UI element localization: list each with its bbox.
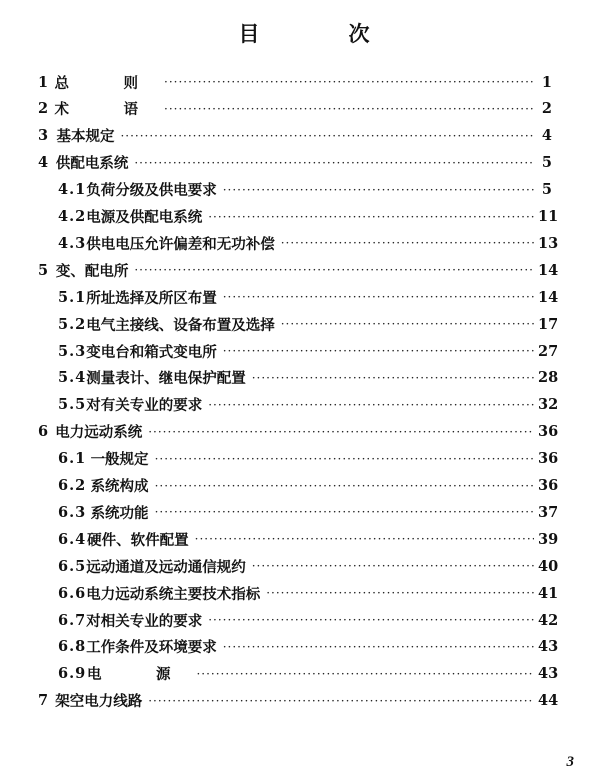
toc-leader-dots: [208, 210, 534, 224]
toc-entry-number: 5.4: [58, 369, 87, 387]
toc-leader-dots: [281, 236, 534, 250]
toc-entry-title: 基本规定: [56, 128, 115, 146]
toc-entry-page: 14: [538, 261, 559, 279]
toc-entry-number: 4.2: [58, 208, 87, 225]
toc-entry[interactable]: [0, 260, 559, 280]
toc-entry[interactable]: [0, 664, 559, 684]
toc-entry[interactable]: [0, 610, 559, 630]
toc-entry-number: 4: [38, 154, 49, 172]
toc-entry-number: 6.7: [58, 611, 87, 629]
toc-leader-dots: [134, 263, 534, 277]
toc-leader-dots: [148, 694, 534, 708]
toc-entry-page: 5: [541, 181, 552, 199]
toc-entry-page: 28: [538, 369, 559, 387]
toc-entry-title: 电源及供配电系统: [86, 209, 203, 226]
toc-entry-title: 总 则: [54, 74, 159, 92]
toc-leader-dots: [223, 290, 534, 304]
toc-entry-number: 2: [38, 100, 49, 118]
toc-entry-number: 6.9: [58, 665, 87, 683]
toc-entry-number: 6.5: [58, 557, 87, 575]
toc-entry-number: 4.1: [58, 181, 87, 199]
toc-entry[interactable]: [0, 476, 559, 496]
toc-entry-number: 6.2: [58, 477, 87, 494]
toc-entry-title: 电力远动系统: [55, 424, 143, 442]
toc-entry-page: 42: [538, 611, 559, 629]
toc-entry[interactable]: [0, 529, 559, 549]
toc-leader-dots: [223, 183, 534, 197]
toc-entry-number: 6.4: [58, 530, 87, 548]
toc-entry-title: 系统构成: [90, 478, 149, 495]
toc-entry[interactable]: [0, 99, 552, 119]
toc-leader-dots: [208, 398, 534, 412]
toc-entry-page: 32: [538, 396, 559, 414]
toc-entry-number: 6.3: [58, 503, 87, 521]
toc-entry-title: 远动通道及远动通信规约: [86, 558, 246, 576]
toc-entry-title: 电 源: [86, 666, 191, 684]
toc-entry[interactable]: [0, 502, 559, 522]
toc-entry-title: 供电电压允许偏差和无功补偿: [86, 235, 275, 253]
toc-entry-title: 电力远动系统主要技术指标: [86, 585, 261, 603]
toc-leader-dots: [164, 75, 534, 89]
toc-entry-page: 36: [538, 477, 559, 494]
toc-entry-number: 3: [38, 127, 49, 145]
toc-entry-page: 37: [538, 503, 559, 521]
toc-leader-dots: [252, 371, 534, 385]
toc-entry[interactable]: [0, 314, 559, 334]
toc-entry-title: 术 语: [54, 101, 159, 119]
toc-entry-title: 供配电系统: [55, 155, 129, 173]
toc-leader-dots: [281, 317, 534, 331]
toc-leader-dots: [120, 129, 534, 143]
toc-leader-dots: [155, 452, 534, 466]
toc-entry-number: 4.3: [58, 234, 87, 252]
toc-leader-dots: [223, 344, 534, 358]
toc-entry-page: 27: [538, 342, 559, 360]
toc-entry-page: 36: [538, 423, 559, 441]
toc-entry-page: 2: [541, 100, 552, 118]
toc-entry-number: 6.6: [58, 584, 87, 602]
toc-entry[interactable]: [0, 341, 559, 361]
toc-entry-title: 变、配电所: [55, 262, 129, 280]
toc-leader-dots: [155, 505, 534, 519]
toc-entry-page: 41: [538, 584, 559, 602]
toc-leader-dots: [134, 156, 534, 170]
toc-entry[interactable]: [0, 422, 559, 442]
toc-entry-page: 44: [538, 692, 559, 710]
toc-entry-number: 6.1: [58, 450, 87, 468]
toc-leader-dots: [148, 425, 534, 439]
toc-entry-page: 40: [538, 557, 559, 575]
toc-leader-dots: [164, 102, 534, 116]
toc-entry[interactable]: [0, 180, 552, 200]
toc-entry-title: 架空电力线路: [55, 693, 143, 711]
toc-entry-title: 系统功能: [90, 504, 149, 522]
toc-entry-title: 一般规定: [90, 451, 149, 469]
toc-entry-page: 11: [538, 208, 559, 225]
toc-leader-dots: [155, 479, 534, 493]
toc-leader-dots: [252, 559, 534, 573]
toc-entry-title: 硬件、软件配置: [87, 531, 189, 549]
toc-entry-title: 工作条件及环境要求: [86, 639, 217, 657]
toc-entry-page: 14: [538, 288, 559, 306]
toc-entry[interactable]: [0, 556, 559, 576]
toc-entry-number: 5: [38, 261, 49, 279]
toc-entry[interactable]: [0, 72, 552, 92]
toc-entry-number: 5.5: [58, 396, 87, 414]
toc-entry[interactable]: [0, 126, 552, 146]
toc-entry-title: 负荷分级及供电要求: [86, 182, 217, 200]
toc-entry[interactable]: [0, 368, 559, 388]
toc-entry-number: 7: [38, 692, 49, 710]
toc-entry[interactable]: [0, 691, 559, 711]
toc-entry-page: 36: [538, 450, 559, 468]
toc-leader-dots: [196, 667, 534, 681]
toc-entry-title: 测量表计、继电保护配置: [86, 370, 246, 388]
toc-leader-dots: [266, 586, 534, 600]
toc-entry[interactable]: [0, 287, 559, 307]
toc-entry-number: 5.3: [58, 342, 87, 360]
toc-entry[interactable]: [0, 637, 559, 657]
page-title: 目 次: [238, 21, 404, 46]
toc-entry-title: 变电台和箱式变电所: [86, 343, 217, 361]
toc-entry-page: 1: [541, 73, 552, 91]
toc-entry-page: 13: [538, 234, 559, 252]
toc-entry[interactable]: [0, 583, 559, 603]
toc-entry[interactable]: [0, 153, 552, 173]
toc-entry-page: 5: [541, 154, 552, 172]
toc-entry-page: 4: [541, 127, 552, 145]
toc-entry-title: 对相关专业的要求: [86, 612, 203, 630]
toc-entry[interactable]: [0, 395, 559, 415]
toc-entry-page: 39: [538, 530, 559, 548]
toc-entry-number: 1: [38, 73, 49, 91]
toc-entry[interactable]: [0, 207, 559, 227]
toc-entry-number: 6: [38, 423, 49, 441]
toc-entry-number: 6.8: [58, 638, 87, 656]
toc-entry-page: 17: [538, 315, 559, 333]
toc-entry-page: 43: [538, 665, 559, 683]
page-number: 3: [566, 754, 574, 770]
toc-leader-dots: [223, 640, 534, 654]
toc-entry-title: 电气主接线、设备布置及选择: [86, 316, 275, 334]
toc-entry-number: 5.1: [58, 288, 87, 306]
toc-leader-dots: [208, 613, 534, 627]
toc-entry[interactable]: [0, 233, 559, 253]
toc-entry-number: 5.2: [58, 315, 87, 333]
toc-leader-dots: [195, 532, 534, 546]
toc-entry[interactable]: [0, 449, 559, 469]
toc-entry-title: 所址选择及所区布置: [86, 289, 217, 307]
toc-entry-title: 对有关专业的要求: [86, 397, 203, 415]
toc-entry-page: 43: [538, 638, 559, 656]
